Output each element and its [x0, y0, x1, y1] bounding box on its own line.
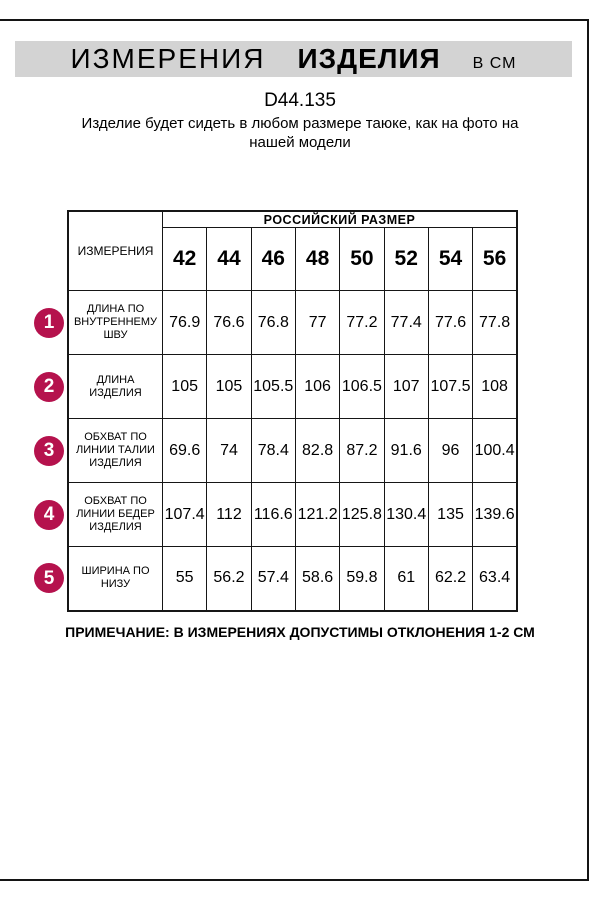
tolerance-note: ПРИМЕЧАНИЕ: В ИЗМЕРЕНИЯХ ДОПУСТИМЫ ОТКЛОНЕНИЯ 1-2 СМ [65, 624, 535, 640]
size-col-46: 46 [251, 228, 295, 291]
value-cell: 76.6 [207, 291, 251, 355]
value-cell: 139.6 [473, 483, 517, 547]
value-cell: 100.4 [473, 419, 517, 483]
page-title-unit: В СМ [472, 55, 517, 72]
size-col-48: 48 [295, 228, 339, 291]
value-cell: 82.8 [295, 419, 339, 483]
size-col-42: 42 [163, 228, 207, 291]
size-col-54: 54 [428, 228, 472, 291]
measurement-row [68, 419, 517, 483]
value-cell: 74 [207, 419, 251, 483]
value-cell: 77.8 [473, 291, 517, 355]
description-line-2: нашей модели [249, 134, 351, 151]
measurement-label-cell [43, 483, 163, 547]
product-code: D44.135 [264, 90, 336, 111]
value-cell: 57.4 [251, 547, 295, 611]
value-cell: 135 [428, 483, 472, 547]
row-number-badge: 1 [34, 308, 64, 338]
value-cell: 77.4 [384, 291, 428, 355]
size-col-50: 50 [340, 228, 384, 291]
value-cell: 116.6 [251, 483, 295, 547]
value-cell: 107 [384, 355, 428, 419]
value-cell: 77.2 [340, 291, 384, 355]
measurement-label: ДЛИНА ПО ВНУТРЕННЕМУ ШВУ [73, 303, 158, 341]
value-cell: 55 [163, 547, 207, 611]
measurement-label-cell [43, 291, 163, 355]
measurement-label: ДЛИНА ИЗДЕЛИЯ [89, 373, 142, 399]
size-col-56: 56 [473, 228, 517, 291]
value-cell: 77 [295, 291, 339, 355]
value-cell: 59.8 [340, 547, 384, 611]
value-cell: 69.6 [163, 419, 207, 483]
value-cell: 108 [473, 355, 517, 419]
product-description [0, 114, 600, 152]
value-cell: 58.6 [295, 547, 339, 611]
value-cell: 105.5 [251, 355, 295, 419]
value-cell: 56.2 [207, 547, 251, 611]
value-cell: 87.2 [340, 419, 384, 483]
measurement-row [68, 483, 517, 547]
value-cell: 107.5 [428, 355, 472, 419]
size-col-44: 44 [207, 228, 251, 291]
description-line-1: Изделие будет сидеть в любом размере таюке, как на фото на [81, 115, 519, 132]
value-cell: 106.5 [340, 355, 384, 419]
row-number-badge: 5 [34, 563, 64, 593]
value-cell: 62.2 [428, 547, 472, 611]
measurement-label: ОБХВАТ ПО ЛИНИИ БЕДЕР ИЗДЕЛИЯ [76, 495, 155, 533]
value-cell: 76.8 [251, 291, 295, 355]
value-cell: 107.4 [163, 483, 207, 547]
value-cell: 61 [384, 547, 428, 611]
value-cell: 106 [295, 355, 339, 419]
measurement-row [68, 355, 517, 419]
measurement-label-cell [43, 355, 163, 419]
page-title-measurements: ИЗМЕРЕНИЯ [70, 43, 266, 74]
page-title-product: ИЗДЕЛИЯ [297, 43, 441, 74]
value-cell: 76.9 [163, 291, 207, 355]
measurement-label: ОБХВАТ ПО ЛИНИИ ТАЛИИ ИЗДЕЛИЯ [76, 431, 155, 469]
measurement-label-cell [43, 419, 163, 483]
value-cell: 125.8 [340, 483, 384, 547]
value-cell: 78.4 [251, 419, 295, 483]
value-cell: 121.2 [295, 483, 339, 547]
measurements-column-header: ИЗМЕРЕНИЯ [68, 211, 163, 291]
value-cell: 130.4 [384, 483, 428, 547]
measurement-row [68, 291, 517, 355]
title-bar [15, 41, 572, 77]
value-cell: 91.6 [384, 419, 428, 483]
value-cell: 63.4 [473, 547, 517, 611]
size-col-52: 52 [384, 228, 428, 291]
value-cell: 77.6 [428, 291, 472, 355]
size-table [43, 210, 518, 612]
value-cell: 105 [207, 355, 251, 419]
value-cell: 96 [428, 419, 472, 483]
measurement-label: ШИРИНА ПО НИЗУ [81, 565, 150, 591]
russian-size-header: РОССИЙСКИЙ РАЗМЕР [163, 211, 518, 228]
measurement-label-cell [43, 547, 163, 611]
value-cell: 105 [163, 355, 207, 419]
row-number-badge: 3 [34, 436, 64, 466]
row-number-badge: 2 [34, 372, 64, 402]
value-cell: 112 [207, 483, 251, 547]
measurement-row [68, 547, 517, 611]
size-table-header-row-group [68, 211, 517, 228]
row-number-badge: 4 [34, 500, 64, 530]
